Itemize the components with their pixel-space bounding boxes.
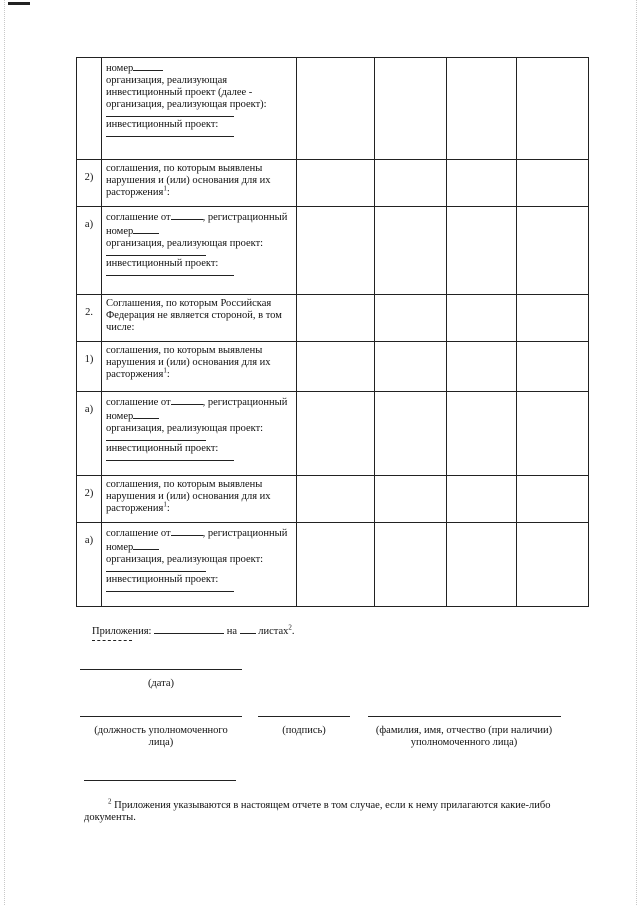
signature-label: (подпись) [282,725,326,736]
row-number: 1) [77,342,102,392]
description-text: расторжения [106,503,164,514]
fill-in-blank[interactable] [171,210,203,220]
description-text: расторжения [106,369,164,380]
description-text: нарушения и (или) основания для их [106,357,271,368]
table-row [77,58,589,160]
fill-in-line[interactable] [106,273,234,276]
footnote-number: 2 [108,797,112,806]
row-description [102,207,297,295]
full-name-label: (фамилия, имя, отчество (при наличии) уполномоченного лица) [375,725,553,748]
fill-in-blank[interactable] [133,540,159,550]
fill-in-line[interactable] [106,134,234,137]
attachments-label: Приложения: [92,626,152,637]
description-text: Соглашения, по которым Российская [106,298,272,309]
fill-in-line[interactable] [106,569,206,572]
attachments-line [92,624,295,638]
description-text: нарушения и (или) основания для их [106,491,271,502]
description-text: расторжения [106,187,164,198]
fill-in-blank[interactable] [171,395,203,405]
row-number: а) [77,523,102,607]
footnote-continuation: документы. [84,812,136,823]
value-cell[interactable] [375,160,447,207]
description-text: : [166,503,170,514]
row-number [77,58,102,160]
value-cell[interactable] [375,295,447,342]
value-cell[interactable] [517,295,589,342]
row-description [102,392,297,476]
description-text: организация, реализующая проект: [106,554,264,565]
footnote-ref: 1 [163,366,167,375]
attachments-footnote-ref: 2 [288,623,292,632]
table-row [77,476,589,523]
scan-edge-left [4,0,5,905]
agreements-table [76,57,589,607]
fill-in-blank[interactable] [133,61,163,71]
description-text: , регистрационный [202,212,288,223]
top-edge-mark [8,2,30,5]
value-cell[interactable] [447,392,517,476]
value-cell[interactable] [297,160,375,207]
row-description [102,58,297,160]
value-cell[interactable] [297,523,375,607]
fill-in-line[interactable] [106,253,206,256]
date-label: (дата) [147,678,175,689]
description-text: номер [106,226,134,237]
sheets-count-blank[interactable] [240,624,256,634]
description-text: инвестиционный проект: [106,574,219,585]
description-text: числе: [106,322,135,333]
value-cell[interactable] [517,476,589,523]
value-cell[interactable] [375,476,447,523]
description-text: инвестиционный проект: [106,443,219,454]
value-cell[interactable] [297,295,375,342]
description-text: организация, реализующая [106,75,228,86]
fill-in-line[interactable] [106,438,206,441]
value-cell[interactable] [375,342,447,392]
footnote-text: Приложения указываются в настоящем отчете в том случае, если к нему прилагаются какие-либо [114,800,551,811]
value-cell[interactable] [375,523,447,607]
table-row [77,342,589,392]
attachments-period: . [291,626,295,637]
value-cell[interactable] [297,342,375,392]
description-text: соглашение от [106,397,171,408]
description-text: номер [106,63,134,74]
description-text: соглашение от [106,528,171,539]
value-cell[interactable] [297,207,375,295]
value-cell[interactable] [447,523,517,607]
description-text: соглашения, по которым выявлены [106,345,263,356]
value-cell[interactable] [517,58,589,160]
value-cell[interactable] [447,342,517,392]
value-cell[interactable] [447,58,517,160]
description-text: соглашения, по которым выявлены [106,479,263,490]
sheets-label: листах [258,626,289,637]
row-description [102,160,297,207]
description-text: , регистрационный [202,397,288,408]
value-cell[interactable] [375,207,447,295]
description-text: инвестиционный проект: [106,119,219,130]
table-row [77,392,589,476]
description-text: , регистрационный [202,528,288,539]
description-text: инвестиционный проект (далее - [106,87,253,98]
table-row [77,295,589,342]
description-text: нарушения и (или) основания для их [106,175,271,186]
description-text: организация, реализующая проект: [106,238,264,249]
attachments-on-label: на [226,626,237,637]
description-text: соглашение от [106,212,171,223]
full-name-line[interactable] [368,716,561,717]
row-description [102,342,297,392]
fill-in-blank[interactable] [171,526,203,536]
description-text: номер [106,411,134,422]
value-cell[interactable] [297,476,375,523]
position-label: (должность уполномоченного лица) [94,725,228,748]
footnote-separator-short [92,640,132,641]
row-number: 2) [77,160,102,207]
value-cell[interactable] [447,295,517,342]
scan-edge-right [636,0,637,905]
fill-in-line[interactable] [106,589,234,592]
row-number: 2) [77,476,102,523]
table-row [77,160,589,207]
fill-in-blank[interactable] [133,409,159,419]
value-cell[interactable] [297,392,375,476]
value-cell[interactable] [297,58,375,160]
value-cell[interactable] [447,207,517,295]
row-number: а) [77,392,102,476]
value-cell[interactable] [447,160,517,207]
value-cell[interactable] [447,476,517,523]
date-line[interactable] [80,669,242,670]
description-text: номер [106,542,134,553]
row-description [102,476,297,523]
row-number: 2. [77,295,102,342]
footnote-ref: 1 [163,184,167,193]
value-cell[interactable] [517,342,589,392]
value-cell[interactable] [375,392,447,476]
description-text: организация, реализующая проект): [106,99,267,110]
row-description [102,295,297,342]
description-text: инвестиционный проект: [106,258,219,269]
table-row [77,207,589,295]
footnote [84,797,584,812]
attachments-count-blank[interactable] [154,624,224,634]
footnote-ref: 1 [163,500,167,509]
fill-in-line[interactable] [106,114,234,117]
value-cell[interactable] [517,207,589,295]
row-number: а) [77,207,102,295]
value-cell[interactable] [517,160,589,207]
description-text: : [166,187,170,198]
value-cell[interactable] [517,523,589,607]
fill-in-line[interactable] [106,458,234,461]
signature-line[interactable] [258,716,350,717]
value-cell[interactable] [375,58,447,160]
fill-in-blank[interactable] [133,224,159,234]
description-text: организация, реализующая проект: [106,423,264,434]
value-cell[interactable] [517,392,589,476]
position-line[interactable] [80,716,242,717]
table-row [77,523,589,607]
description-text: : [166,369,170,380]
description-text: Федерация не является стороной, в том [106,310,282,321]
footnote-separator [84,780,236,781]
description-text: соглашения, по которым выявлены [106,163,263,174]
row-description [102,523,297,607]
